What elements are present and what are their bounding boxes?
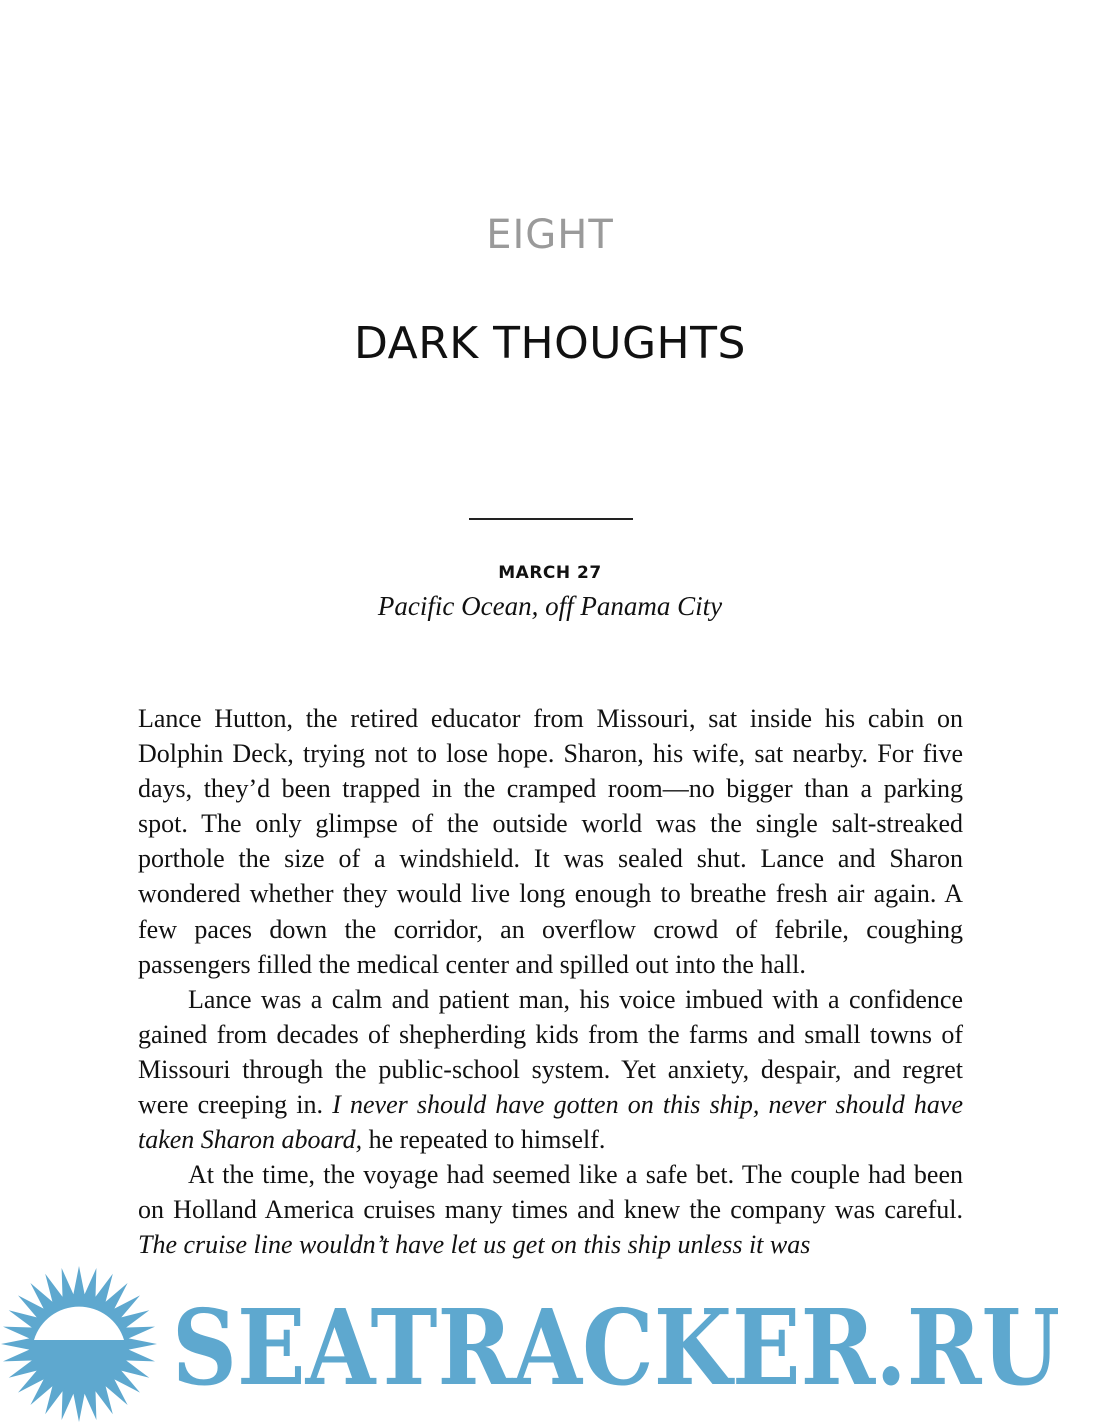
paragraph [138,1157,963,1262]
watermark [0,1262,1080,1425]
paragraph-italic-thought: I never should have gotten on this ship, never should have taken Sharon aboard, [138,1090,964,1155]
paragraph [138,982,963,1157]
dateline-date: MARCH 27 [498,563,602,583]
watermark-text: SEATRACKER.RU [172,1286,1060,1409]
paragraph [138,701,963,982]
paragraph-text: At the time, the voyage had seemed like a safe bet. The couple had been on Holland America cruises many times and knew the company was careful. [138,1160,963,1225]
paragraph-text: Lance Hutton, the retired educator from Missouri, sat inside his cabin on Dolphin Deck, trying not to lose hope. Sharon, his wife, sat nearby. For five days, they’d been trapped in the cramped room—no bigger than a parking spot. The only glimpse of the outside world was the single salt-streaked porthole the size of a windshield. It was sealed shut. Lance and Sharon wondered whether they would live long enough to breathe fresh air again. A few paces down the corridor, an overflow crowd of febrile, coughing passengers filled the medical center and spilled out into the hall. [138,704,963,979]
sun-logo-icon [1,1266,157,1422]
body-text [138,701,963,1261]
chapter-number: EIGHT [486,212,614,258]
dateline-place: Pacific Ocean, off Panama City [377,591,723,621]
paragraph-text: Lance was a calm and patient man, his voice imbued with a confidence gained from decades of shepherding kids from the farms and small towns of Missouri through the public-school system. Yet anxiety, despair, and regret were creeping in. [138,984,963,1120]
section-divider [469,518,633,520]
paragraph-text-tail: he repeated to himself. [362,1125,606,1155]
chapter-title: DARK THOUGHTS [354,318,746,369]
paragraph-italic-thought: The cruise line wouldn’t have let us get on this ship unless it was [138,1230,811,1260]
